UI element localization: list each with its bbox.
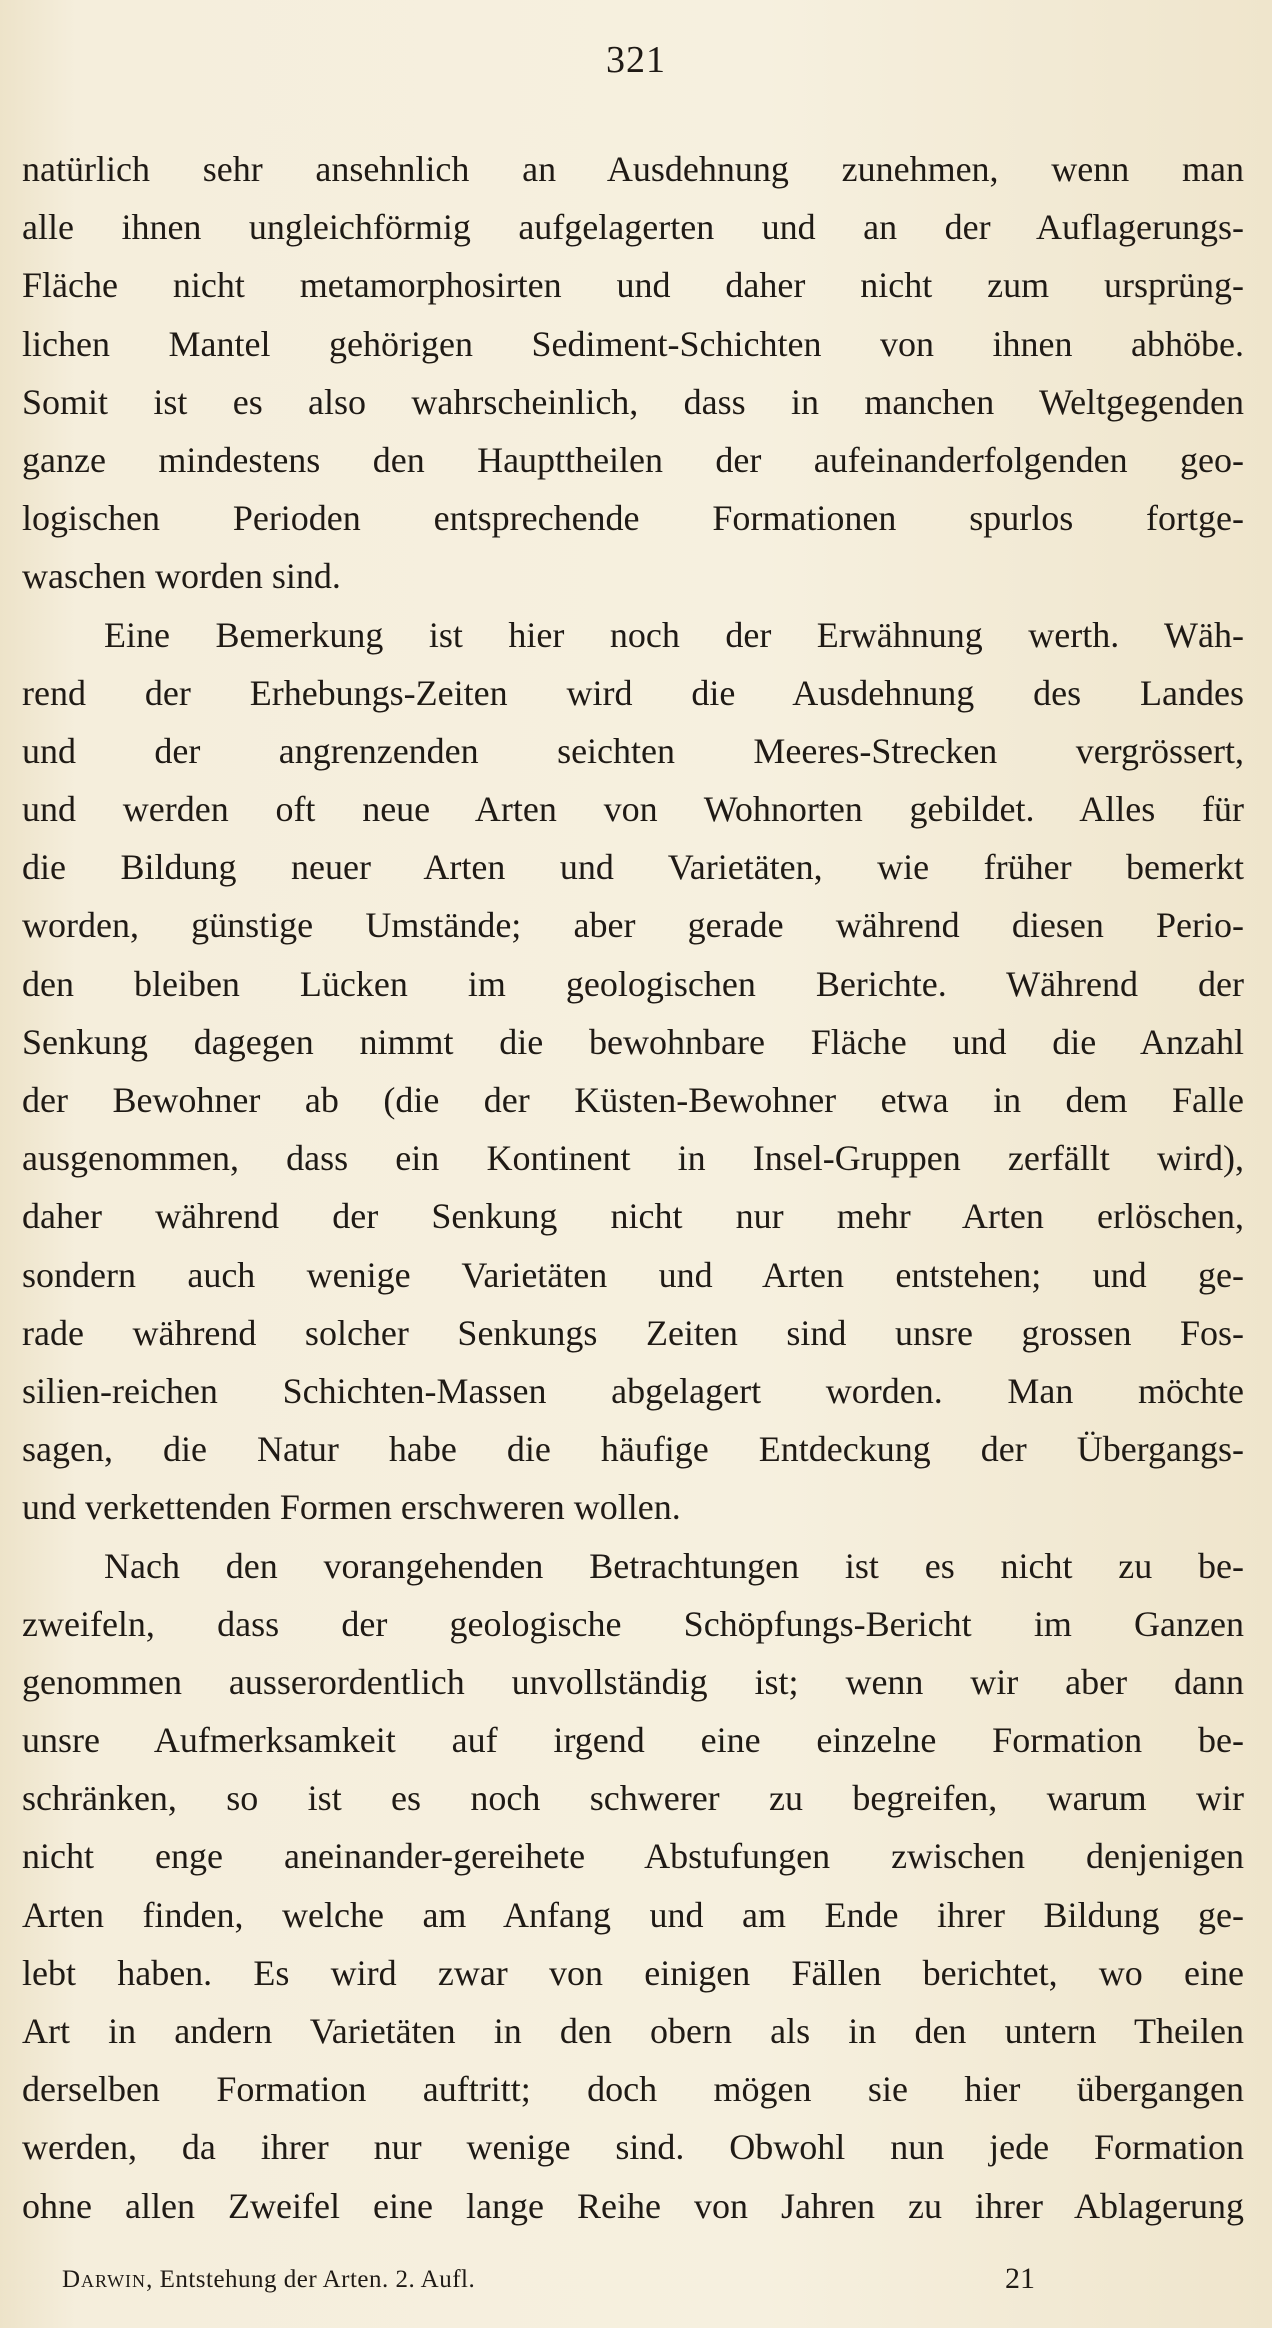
- text-line: nicht enge aneinander-gereihete Abstufungen zwischen denjenigen: [22, 1836, 1244, 1877]
- text-line: die Bildung neuer Arten und Varietäten, wie früher bemerkt: [22, 847, 1244, 888]
- page-number: 321: [606, 39, 666, 81]
- text-line: alle ihnen ungleichförmig aufgelagerten und an der Auflagerungs-: [22, 207, 1244, 248]
- text-line: Art in andern Varietäten in den obern als in den untern Theilen: [22, 2011, 1244, 2051]
- text-line: lebt haben. Es wird zwar von einigen Fällen berichtet, wo eine: [22, 1952, 1244, 1993]
- text-line: und der angrenzenden seichten Meeres-Strecken vergrössert,: [22, 730, 1244, 771]
- sheet-signature: 21: [1005, 2262, 1035, 2295]
- text-line: ganze mindestens den Haupttheilen der aufeinanderfolgenden geo-: [22, 439, 1244, 480]
- text-line: ohne allen Zweifel eine lange Reihe von Jahren zu ihrer Ablagerung: [22, 2185, 1244, 2226]
- text-line: und werden oft neue Arten von Wohnorten gebildet. Alles für: [22, 789, 1244, 830]
- text-line: rade während solcher Senkungs Zeiten sind unsre grossen Fos-: [22, 1312, 1244, 1353]
- text-line: worden, günstige Umstände; aber gerade während diesen Perio-: [22, 905, 1244, 946]
- text-line: daher während der Senkung nicht nur mehr Arten erlöschen,: [22, 1196, 1244, 1237]
- paragraph-end-line: waschen worden sind.: [22, 556, 341, 597]
- text-line: Somit ist es also wahrscheinlich, dass in manchen Weltgegenden: [22, 381, 1244, 422]
- text-line: den bleiben Lücken im geologischen Berichte. Während der: [22, 963, 1244, 1004]
- text-line: rend der Erhebungs-Zeiten wird die Ausdehnung des Landes: [22, 672, 1244, 713]
- text-line: schränken, so ist es noch schwerer zu begreifen, warum wir: [22, 1778, 1244, 1819]
- text-line: logischen Perioden entsprechende Formationen spurlos fortge-: [22, 498, 1244, 539]
- text-line: sondern auch wenige Varietäten und Arten entstehen; und ge-: [22, 1254, 1244, 1295]
- text-line: ausgenommen, dass ein Kontinent in Insel-Gruppen zerfällt wird),: [22, 1138, 1244, 1179]
- text-line: zweifeln, dass der geologische Schöpfungs-Bericht im Ganzen: [22, 1603, 1244, 1644]
- text-line: genommen ausserordentlich unvollständig ist; wenn wir aber dann: [22, 1661, 1244, 1702]
- text-line: unsre Aufmerksamkeit auf irgend eine einzelne Formation be-: [22, 1720, 1244, 1761]
- text-line: sagen, die Natur habe die häufige Entdeckung der Übergangs-: [22, 1429, 1244, 1470]
- text-line: Senkung dagegen nimmt die bewohnbare Fläche und die Anzahl: [22, 1021, 1244, 1062]
- paragraph-end-line: und verkettenden Formen erschweren wollen.: [22, 1487, 681, 1528]
- footer-title-text: , Entstehung der Arten. 2. Aufl.: [146, 2266, 476, 2293]
- text-line: silien-reichen Schichten-Massen abgelagert worden. Man möchte: [22, 1370, 1244, 1411]
- text-line: werden, da ihrer nur wenige sind. Obwohl nun jede Formation: [22, 2127, 1244, 2168]
- text-line: der Bewohner ab (die der Küsten-Bewohner etwa in dem Falle: [22, 1080, 1244, 1120]
- body-text: [22, 140, 1244, 2235]
- footer-author: Darwin: [62, 2266, 147, 2293]
- paragraph-start-line: Nach den vorangehenden Betrachtungen ist es nicht zu be-: [104, 1545, 1244, 1586]
- footer-book-title: [62, 2266, 475, 2294]
- page-footer: [22, 2262, 1244, 2306]
- text-line: natürlich sehr ansehnlich an Ausdehnung zunehmen, wenn man: [22, 149, 1244, 189]
- text-line: Fläche nicht metamorphosirten und daher nicht zum ursprüng-: [22, 265, 1244, 306]
- text-line: lichen Mantel gehörigen Sediment-Schichten von ihnen abhöbe.: [22, 323, 1244, 364]
- paragraph-start-line: Eine Bemerkung ist hier noch der Erwähnung werth. Wäh-: [104, 614, 1244, 655]
- text-line: Arten finden, welche am Anfang und am Ende ihrer Bildung ge-: [22, 1894, 1244, 1935]
- text-line: derselben Formation auftritt; doch mögen sie hier übergangen: [22, 2069, 1244, 2110]
